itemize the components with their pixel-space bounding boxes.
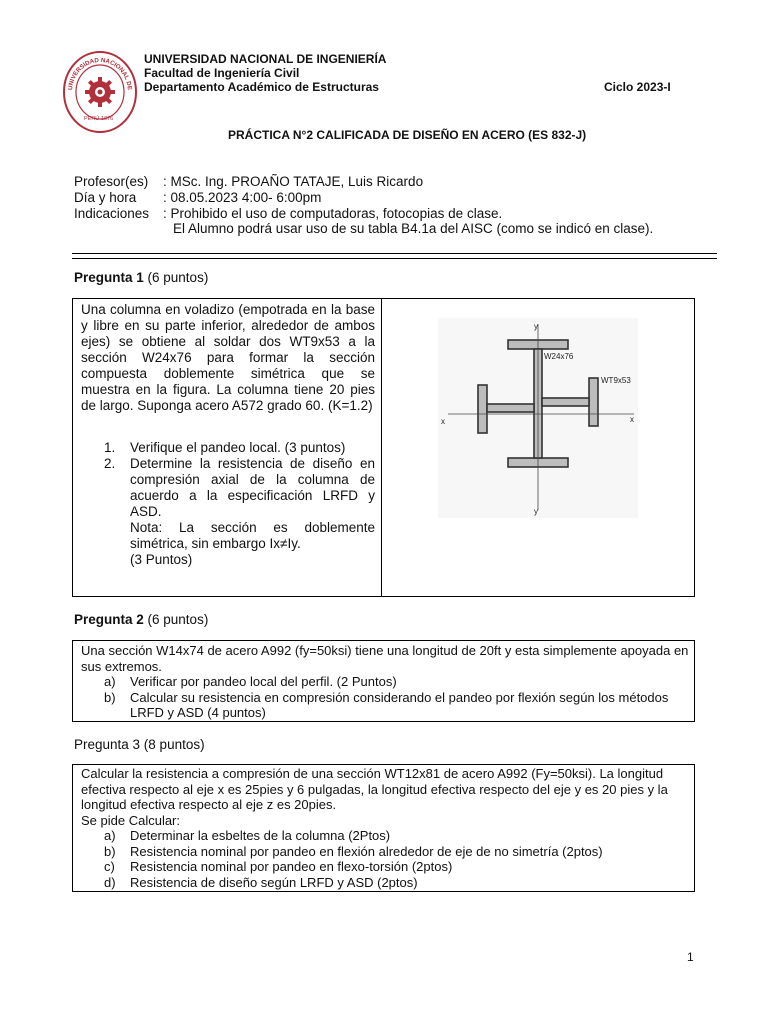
department-name: Departamento Académico de Estructuras bbox=[144, 80, 379, 94]
date-label: Día y hora bbox=[74, 190, 137, 205]
q1-heading-label: Pregunta 1 bbox=[74, 270, 144, 285]
page-number: 1 bbox=[687, 950, 694, 964]
indications-label: Indicaciones bbox=[74, 206, 150, 221]
q2-points: (6 puntos) bbox=[143, 612, 209, 627]
q3-text: Calcular la resistencia a compresión de una sección WT12x81 de acero A992 (Fy=50ksi). La longitud efectiva respecto al eje x es 25pies y 6 pulgadas, la longitud efectiva respecto del eje y es 20 pies y la longitud efectiva respecto al eje z es 20pies. bbox=[81, 766, 668, 812]
q2-heading bbox=[74, 612, 208, 628]
q2-heading-label: Pregunta 2 bbox=[74, 612, 144, 627]
q2-list bbox=[104, 674, 689, 721]
q3-item-d: d) Resistencia de diseño según LRFD y ASD (2ptos) bbox=[104, 874, 418, 890]
q2-text: Una sección W14x74 de acero A992 (fy=50ksi) tiene una longitud de 20ft y esta simplemente apoyada en sus extremos. bbox=[81, 643, 689, 674]
q2-item-b: b) Calcular su resistencia en compresión considerando el pandeo por flexión según los métodos LRFD y ASD (4 puntos) bbox=[104, 689, 669, 720]
q1-list bbox=[104, 440, 375, 568]
date-value: : 08.05.2023 4:00- 6:00pm bbox=[163, 190, 322, 205]
q1-item-1: 1. Verifique el pandeo local. (3 puntos) bbox=[104, 440, 346, 455]
professor-label: Profesor(es) bbox=[74, 174, 149, 189]
svg-text:PERÚ: PERÚ bbox=[84, 116, 100, 122]
university-name: UNIVERSIDAD NACIONAL DE INGENIERÍA bbox=[144, 52, 387, 66]
indications-value-2: El Alumno podrá usar uso de su tabla B4.1a del AISC (como se indicó en clase). bbox=[173, 221, 654, 236]
svg-text:WT9x53: WT9x53 bbox=[601, 376, 631, 385]
svg-text:1876: 1876 bbox=[101, 116, 114, 122]
q1-note-points: (3 Puntos) bbox=[130, 552, 193, 567]
q3-ask: Se pide Calcular: bbox=[81, 813, 180, 828]
q1-heading bbox=[74, 270, 208, 286]
q3-item-a: a) Determinar la esbeltes de la columna (2Ptos) bbox=[104, 828, 391, 843]
svg-text:x: x bbox=[441, 417, 445, 426]
svg-text:y: y bbox=[534, 322, 538, 331]
q2-item-a: a) Verificar por pandeo local del perfil. (2 Puntos) bbox=[104, 674, 397, 689]
cross-section-drawing bbox=[438, 318, 638, 518]
svg-text:UNIVERSIDAD NACIONAL DE INGENI: UNIVERSIDAD NACIONAL DE bbox=[67, 56, 133, 91]
q3-list bbox=[104, 828, 689, 890]
indications-value-1: : Prohibido el uso de computadoras, fotocopias de clase. bbox=[163, 206, 503, 221]
q3-item-b: b) Resistencia nominal por pandeo en flexión alrededor de eje de no simetría (2ptos) bbox=[104, 843, 603, 859]
svg-text:y: y bbox=[534, 507, 538, 516]
svg-text:W24x76: W24x76 bbox=[544, 352, 574, 361]
q3-item-c: c) Resistencia nominal por pandeo en flexo-torsión (2ptos) bbox=[104, 859, 453, 874]
cycle-label: Ciclo 2023-I bbox=[604, 80, 671, 94]
exam-title: PRÁCTICA N°2 CALIFICADA DE DISEÑO EN ACERO (ES 832-J) bbox=[228, 128, 587, 142]
q1-item-2: 2. Determine la resistencia de diseño en compresión axial de la columna de acuerdo a la especificación LRFD y ASD. bbox=[104, 456, 375, 519]
q1-note: Nota: La sección es doblemente simétrica, sin embargo Ix≠Iy. bbox=[130, 520, 375, 551]
university-seal bbox=[62, 50, 138, 134]
double-divider bbox=[72, 253, 717, 259]
professor-value: : MSc. Ing. PROAÑO TATAJE, Luis Ricardo bbox=[163, 174, 424, 189]
svg-text:x: x bbox=[630, 415, 634, 424]
q3-heading: Pregunta 3 (8 puntos) bbox=[74, 737, 205, 752]
cross-section-figure bbox=[438, 318, 638, 518]
q1-text: Una columna en voladizo (empotrada en la base y libre en su parte inferior, alrededor de ambos ejes) se obtiene al soldar dos WT9x53 a la sección W24x76 para formar la sección compuesta doblemente simétrica que se muestra en la figura. La columna tiene 20 pies de largo. Suponga acero A572 grado 60. (K=1.2) bbox=[81, 302, 375, 413]
faculty-name: Facultad de Ingeniería Civil bbox=[144, 66, 300, 80]
q1-box-divider bbox=[381, 298, 382, 597]
q1-points: (6 puntos) bbox=[143, 270, 209, 285]
